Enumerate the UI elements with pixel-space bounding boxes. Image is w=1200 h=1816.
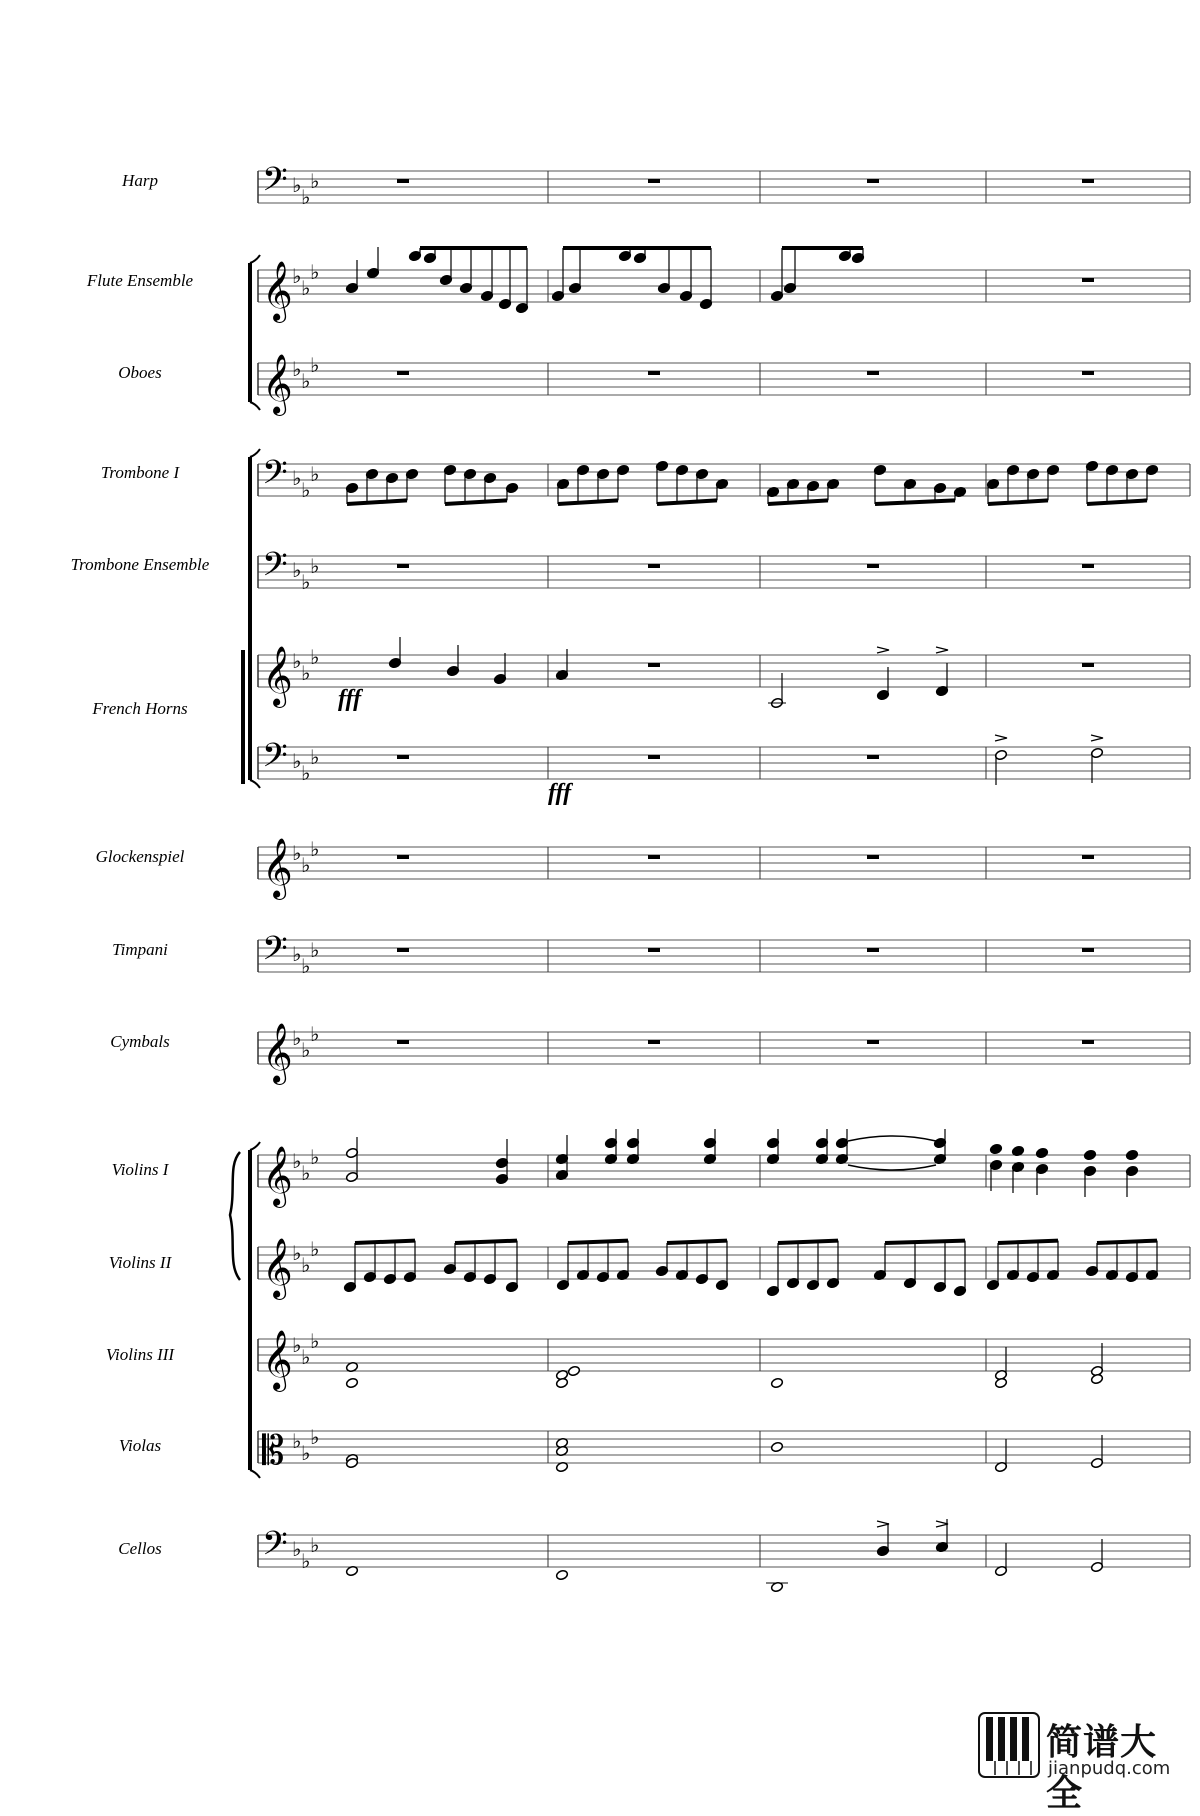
tie	[848, 1136, 936, 1141]
whole-rest	[648, 948, 660, 952]
violin2-beam	[778, 1241, 838, 1243]
instrument-label: Glockenspiel	[95, 847, 185, 866]
accent-icon	[995, 735, 1007, 741]
trombone-beam	[347, 500, 407, 504]
staff	[258, 260, 1190, 323]
treble-clef-icon: 𝄞	[262, 1330, 293, 1390]
staff	[258, 1329, 1190, 1392]
flat-icon: ♭	[310, 1425, 320, 1449]
whole-rest	[1082, 564, 1094, 568]
whole-rest	[648, 755, 660, 759]
flat-icon: ♭	[310, 169, 320, 193]
trombone-beam	[988, 500, 1048, 504]
flat-icon: ♭	[310, 837, 320, 861]
whole-rest	[867, 179, 879, 183]
brass-bracket	[250, 449, 260, 788]
treble-clef-icon: 𝄞	[262, 1146, 293, 1206]
flat-icon: ♭	[310, 1237, 320, 1261]
flat-icon: ♭	[301, 1441, 311, 1465]
flat-icon: ♭	[292, 173, 302, 197]
bass-clef-icon: 𝄢	[262, 454, 288, 500]
flat-icon: ♭	[292, 466, 302, 490]
flat-icon: ♭	[292, 264, 302, 288]
flat-icon: ♭	[301, 1549, 311, 1573]
staff	[258, 1145, 1190, 1208]
staff	[258, 737, 1190, 785]
watermark-logo	[978, 1712, 1190, 1814]
staff	[258, 546, 1190, 594]
whole-rest	[397, 948, 409, 952]
whole-rest	[397, 1040, 409, 1044]
flat-icon: ♭	[310, 645, 320, 669]
flat-icon: ♭	[301, 661, 311, 685]
tie	[848, 1165, 936, 1170]
accent-icon	[877, 647, 889, 653]
instrument-label: Trombone I	[100, 463, 180, 482]
flat-icon: ♭	[310, 745, 320, 769]
flat-icon: ♭	[310, 260, 320, 284]
watermark-url: jianpudq.com	[1048, 1758, 1171, 1779]
whole-rest	[648, 855, 660, 859]
bass-clef-icon: 𝄢	[262, 1525, 288, 1571]
instrument-label: Timpani	[112, 940, 168, 959]
instrument-label: Violins II	[108, 1253, 172, 1272]
violin2-beam	[885, 1241, 965, 1243]
treble-clef-icon: 𝄞	[262, 261, 293, 321]
flat-icon: ♭	[310, 1329, 320, 1353]
whole-rest	[1082, 1040, 1094, 1044]
trombone-beam	[768, 500, 828, 504]
bracket-hook	[250, 449, 260, 457]
violin2-beam	[667, 1241, 727, 1243]
whole-note	[770, 1377, 783, 1388]
flat-icon: ♭	[301, 1038, 311, 1062]
flat-icon: ♭	[301, 1253, 311, 1277]
flat-icon: ♭	[301, 276, 311, 300]
whole-rest	[397, 179, 409, 183]
note-content	[343, 179, 1158, 1593]
trombone-beam	[558, 500, 618, 504]
whole-rest	[867, 564, 879, 568]
bass-clef-icon: 𝄢	[262, 161, 288, 207]
flat-icon: ♭	[310, 1145, 320, 1169]
staff	[258, 837, 1190, 900]
staff	[258, 1525, 1190, 1573]
flat-icon: ♭	[301, 1345, 311, 1369]
treble-clef-icon: 𝄞	[262, 838, 293, 898]
notehead	[1083, 1149, 1096, 1160]
dynamic-fff-horn-bass: fff	[548, 780, 572, 806]
flat-icon: ♭	[292, 942, 302, 966]
bass-clef-icon: 𝄢	[262, 546, 288, 592]
bass-clef-icon: 𝄢	[262, 930, 288, 976]
brackets	[230, 255, 260, 1478]
whole-rest	[648, 564, 660, 568]
staff	[258, 645, 1190, 708]
instrument-label: Harp	[122, 171, 158, 190]
flat-icon: ♭	[310, 1022, 320, 1046]
treble-clef-icon: 𝄞	[262, 354, 293, 414]
whole-note	[770, 1441, 783, 1452]
whole-rest	[648, 663, 660, 667]
half-note	[1090, 1373, 1103, 1384]
flat-icon: ♭	[292, 749, 302, 773]
whole-rest	[648, 179, 660, 183]
violin-brace	[230, 1152, 240, 1280]
notehead	[1125, 1149, 1138, 1160]
whole-rest	[1082, 278, 1094, 282]
violin2-beam	[355, 1241, 415, 1243]
whole-rest	[867, 855, 879, 859]
strings-bracket	[250, 1142, 260, 1478]
bracket-hook	[250, 780, 260, 788]
flat-icon: ♭	[292, 1537, 302, 1561]
whole-note	[567, 1365, 580, 1376]
dynamic-fff-horn-treble: fff	[338, 686, 362, 712]
bracket-hook	[250, 402, 260, 410]
flat-icon: ♭	[292, 357, 302, 381]
trombone-beam	[875, 500, 955, 504]
staff	[258, 353, 1190, 416]
whole-rest	[1082, 663, 1094, 667]
instrument-label: French Horns	[92, 699, 188, 718]
piano-keys-icon	[978, 1712, 1040, 1778]
whole-rest	[397, 564, 409, 568]
staff	[258, 930, 1190, 978]
flat-icon: ♭	[310, 554, 320, 578]
alto-clef-icon: 𝄡	[262, 1428, 285, 1474]
whole-rest	[397, 755, 409, 759]
flat-icon: ♭	[310, 462, 320, 486]
flat-icon: ♭	[310, 353, 320, 377]
accent-icon	[936, 647, 948, 653]
flat-icon: ♭	[301, 478, 311, 502]
watermark-title: 简谱大全	[1046, 1722, 1158, 1814]
flat-icon: ♭	[301, 369, 311, 393]
bracket-hook	[250, 255, 260, 263]
violin2-beam	[568, 1241, 628, 1243]
flat-icon: ♭	[301, 1161, 311, 1185]
accent-icon	[877, 1521, 889, 1527]
flat-icon: ♭	[301, 954, 311, 978]
trombone-beam	[1087, 500, 1147, 504]
accent-icon	[936, 1521, 948, 1527]
whole-rest	[867, 371, 879, 375]
staff	[258, 1425, 1190, 1474]
whole-rest	[867, 1040, 879, 1044]
whole-note	[345, 1377, 358, 1388]
whole-rest	[867, 948, 879, 952]
whole-rest	[648, 371, 660, 375]
whole-note	[555, 1377, 568, 1388]
whole-rest	[397, 855, 409, 859]
trombone-beam	[445, 500, 507, 504]
flat-icon: ♭	[292, 558, 302, 582]
flat-icon: ♭	[310, 1533, 320, 1557]
flat-icon: ♭	[301, 570, 311, 594]
flat-icon: ♭	[292, 841, 302, 865]
flat-icon: ♭	[292, 1241, 302, 1265]
instrument-labels	[71, 171, 210, 1558]
instrument-label: Violins I	[111, 1160, 169, 1179]
accent-icon	[1091, 735, 1103, 741]
flat-icon: ♭	[292, 649, 302, 673]
instrument-label: Violas	[118, 1436, 162, 1455]
flat-icon: ♭	[292, 1149, 302, 1173]
bracket-hook	[250, 1470, 260, 1478]
treble-clef-icon: 𝄞	[262, 1238, 293, 1298]
whole-rest	[1082, 179, 1094, 183]
flat-icon: ♭	[301, 853, 311, 877]
violin2-beam	[1097, 1241, 1157, 1243]
flat-icon: ♭	[301, 185, 311, 209]
whole-rest	[867, 755, 879, 759]
flat-icon: ♭	[292, 1026, 302, 1050]
whole-rest	[397, 371, 409, 375]
violin2-beam	[998, 1241, 1058, 1243]
instrument-label: Cymbals	[110, 1032, 170, 1051]
half-note	[994, 1377, 1007, 1388]
treble-clef-icon: 𝄞	[262, 1023, 293, 1083]
staff	[258, 1237, 1190, 1300]
flat-icon: ♭	[292, 1333, 302, 1357]
notehead	[1035, 1147, 1048, 1158]
instrument-label: Violins III	[105, 1345, 175, 1364]
trombone-beam	[657, 500, 717, 504]
staff	[258, 1022, 1190, 1085]
flat-icon: ♭	[310, 938, 320, 962]
whole-note	[555, 1569, 568, 1580]
instrument-label: Trombone Ensemble	[70, 555, 210, 574]
treble-clef-icon: 𝄞	[262, 646, 293, 706]
instrument-label: Cellos	[118, 1539, 162, 1558]
instrument-label: Oboes	[118, 363, 162, 382]
bass-clef-icon: 𝄢	[262, 737, 288, 783]
notehead	[989, 1143, 1002, 1154]
whole-rest	[648, 1040, 660, 1044]
instrument-label: Flute Ensemble	[86, 271, 194, 290]
staff	[258, 161, 1190, 209]
bracket-hook	[250, 1142, 260, 1150]
whole-rest	[1082, 948, 1094, 952]
flat-icon: ♭	[292, 1429, 302, 1453]
flat-icon: ♭	[301, 761, 311, 785]
whole-rest	[1082, 855, 1094, 859]
whole-rest	[1082, 371, 1094, 375]
violin2-beam	[455, 1241, 517, 1243]
